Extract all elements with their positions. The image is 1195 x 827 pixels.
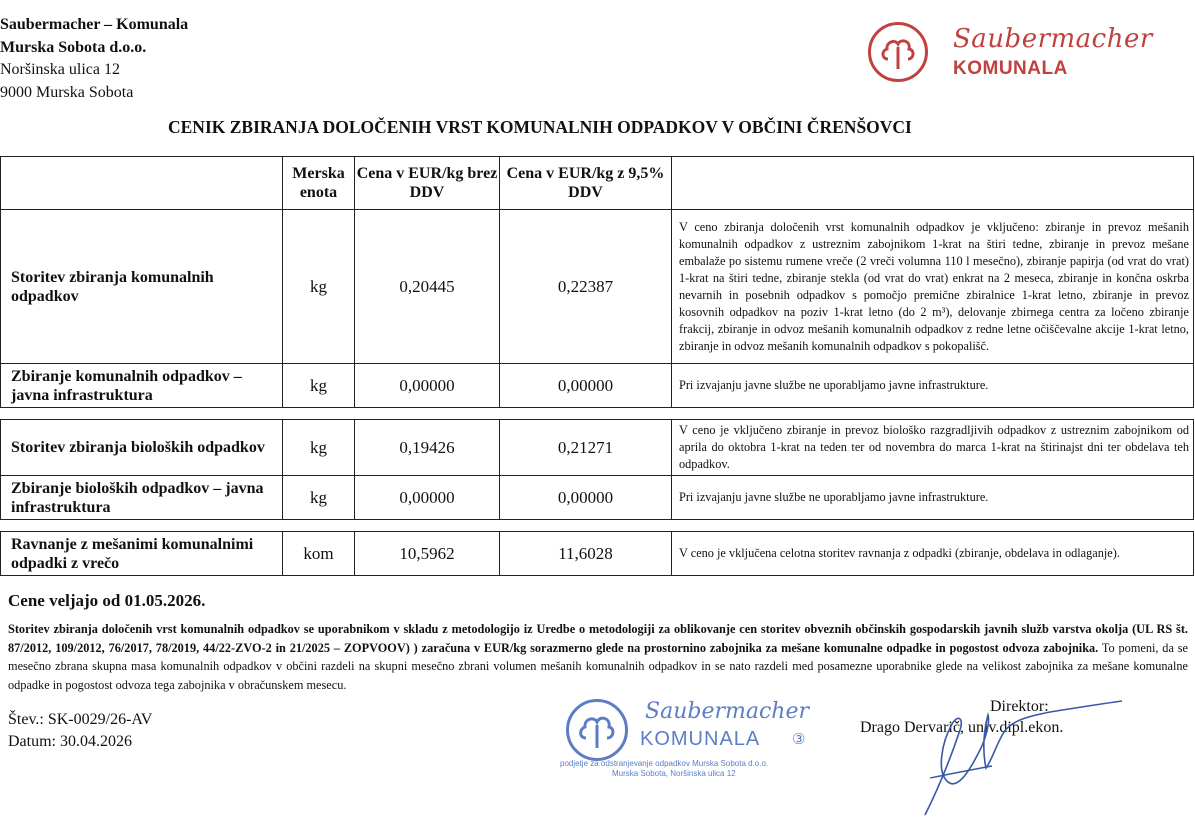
methodology-bold: Storitev zbiranja določenih vrst komunalnih odpadkov se uporabnikom v skladu z metodologijo iz Uredbe o metodologiji za oblikovanje cen storitev obveznih občinskih gospodarskih javnih služb varstva okolja (UL RS št. 87/2012, 109/2012, 76/2017, 78/2019, 44/22-ZVO-2 in 21/2025 – ZOPVOOV) ) zaračuna v EUR/kg sorazmerno glede na prostornino zabojnika za mešane komunalne odpadke in pogostost odvoza zabojnika. bbox=[8, 622, 1188, 655]
row-price-gross: 0,21271 bbox=[500, 420, 672, 476]
table-header-row bbox=[1, 157, 1194, 210]
methodology-paragraph bbox=[8, 620, 1188, 694]
row-unit: kom bbox=[283, 532, 355, 576]
row-unit: kg bbox=[283, 476, 355, 520]
stamp-name: Saubermacher bbox=[645, 699, 809, 724]
sender-city: 9000 Murska Sobota bbox=[0, 83, 134, 101]
row-price-net: 0,20445 bbox=[355, 210, 500, 364]
table-row bbox=[1, 420, 1194, 476]
row-service: Storitev zbiranja komunalnih odpadkov bbox=[1, 210, 283, 364]
reference-number: Štev.: SK-0029/26-AV bbox=[8, 711, 153, 728]
row-note: V ceno je vključeno zbiranje in prevoz biološko razgradljivih odpadkov z ustreznim zabojnikom od aprila do oktobra 1-krat na teden ter od novembra do marca 1-krat na štirinajst dni ter obdelava teh odpadkov. bbox=[672, 420, 1194, 476]
handwritten-signature bbox=[900, 690, 1160, 820]
company-logo bbox=[868, 22, 1153, 92]
sender-address bbox=[0, 14, 188, 104]
row-price-net: 0,00000 bbox=[355, 476, 500, 520]
sender-company-line1: Saubermacher – Komunala bbox=[0, 16, 189, 33]
methodology-text: To pomeni, da se mesečno zbrana skupna masa komunalnih odpadkov v občini razdeli na skupni mesečno zbrani volumen mešanih komunalnih odpadkov in se nato razdeli med posamezne uporabnike glede na velikost zabojnika za mešane komunalne odpadke in pogostost odvoza tega zabojnika v obračunskem mesecu. bbox=[8, 640, 1188, 692]
table-row bbox=[1, 364, 1194, 408]
row-unit: kg bbox=[283, 420, 355, 476]
sender-street: Noršinska ulica 12 bbox=[0, 61, 120, 78]
row-service: Storitev zbiranja bioloških odpadkov bbox=[1, 420, 283, 476]
document-reference bbox=[8, 709, 152, 753]
row-price-net: 0,00000 bbox=[355, 364, 500, 408]
sender-company-line2: Murska Sobota d.o.o. bbox=[0, 38, 147, 56]
table-row bbox=[1, 476, 1194, 520]
header-unit: Merska enota bbox=[283, 157, 355, 210]
row-service: Ravnanje z mešanimi komunalnimi odpadki z vrečo bbox=[1, 532, 283, 576]
signatory-name: Drago Dervarič, univ.dipl.ekon. bbox=[860, 719, 1064, 736]
row-note: Pri izvajanju javne službe ne uporabljamo javne infrastrukture. bbox=[672, 476, 1194, 520]
table-row bbox=[1, 210, 1194, 364]
header-price-gross: Cena v EUR/kg z 9,5% DDV bbox=[500, 157, 672, 210]
reference-date: Datum: 30.04.2026 bbox=[8, 733, 132, 750]
row-price-gross: 0,22387 bbox=[500, 210, 672, 364]
signatory-role: Direktor: bbox=[990, 698, 1049, 715]
row-price-gross: 0,00000 bbox=[500, 476, 672, 520]
stamp-circle-icon bbox=[566, 699, 628, 761]
table-spacer bbox=[1, 520, 1194, 532]
stamp-line1: podjetje za odstranjevanje odpadkov Murska Sobota d.o.o. bbox=[560, 759, 769, 768]
row-note: V ceno je vključena celotna storitev ravnanja z odpadki (zbiranje, obdelava in odlaganje). bbox=[672, 532, 1194, 576]
row-service: Zbiranje bioloških odpadkov – javna infrastruktura bbox=[1, 476, 283, 520]
header-price-net: Cena v EUR/kg brez DDV bbox=[355, 157, 500, 210]
logo-name: Saubermacher bbox=[953, 24, 1153, 54]
row-note: Pri izvajanju javne službe ne uporabljamo javne infrastrukture. bbox=[672, 364, 1194, 408]
header-note bbox=[672, 157, 1194, 210]
price-table bbox=[0, 156, 1194, 576]
row-unit: kg bbox=[283, 210, 355, 364]
row-note: V ceno zbiranja določenih vrst komunalnih odpadkov je vključeno: zbiranje in prevoz mešanih komunalnih odpadkov z ustreznim zabojnikom 1-krat na štiri tedne, zbiranje in prevoz mešane embalaže po sistemu rumene vreče (2 vreči volumna 110 l mesečno), zbiranje papirja (od vrat do vrat) 1-krat na štiri tedne, zbiranje stekla (od vrat do vrat) enkrat na 2 meseca, zbiranje in končna oskrba nevarnih in posebnih odpadkov s pomočjo premične zbiralnice 1-krat letno, zbiranje in prevoz kosovnih odpadkov na poziv 1-krat letno (do 2 m³), delovanje zbirnega centra za ločeno zbiranje frakcij, zbiranje in odvoz mešanih komunalnih odpadkov z redne letne očiščevalne akcije 1-krat letno, zbiranje in odvoz mešanih komunalnih odpadkov s pokopališč. bbox=[672, 210, 1194, 364]
row-price-gross: 11,6028 bbox=[500, 532, 672, 576]
header-service bbox=[1, 157, 283, 210]
row-price-net: 0,19426 bbox=[355, 420, 500, 476]
document-title: CENIK ZBIRANJA DOLOČENIH VRST KOMUNALNIH ODPADKOV V OBČINI ČRENŠOVCI bbox=[168, 117, 912, 137]
row-price-net: 10,5962 bbox=[355, 532, 500, 576]
table-row bbox=[1, 532, 1194, 576]
row-price-gross: 0,00000 bbox=[500, 364, 672, 408]
stamp-line2: Murska Sobota, Noršinska ulica 12 bbox=[612, 769, 736, 778]
row-service: Zbiranje komunalnih odpadkov – javna infrastruktura bbox=[1, 364, 283, 408]
row-unit: kg bbox=[283, 364, 355, 408]
table-spacer bbox=[1, 408, 1194, 420]
stamp-subtitle: KOMUNALA bbox=[640, 728, 761, 750]
stamp-number: ③ bbox=[792, 731, 806, 748]
logo-subtitle: KOMUNALA bbox=[953, 58, 1068, 79]
logo-circle-icon bbox=[868, 22, 928, 82]
company-stamp bbox=[560, 693, 825, 778]
validity-date: Cene veljajo od 01.05.2026. bbox=[8, 591, 206, 610]
